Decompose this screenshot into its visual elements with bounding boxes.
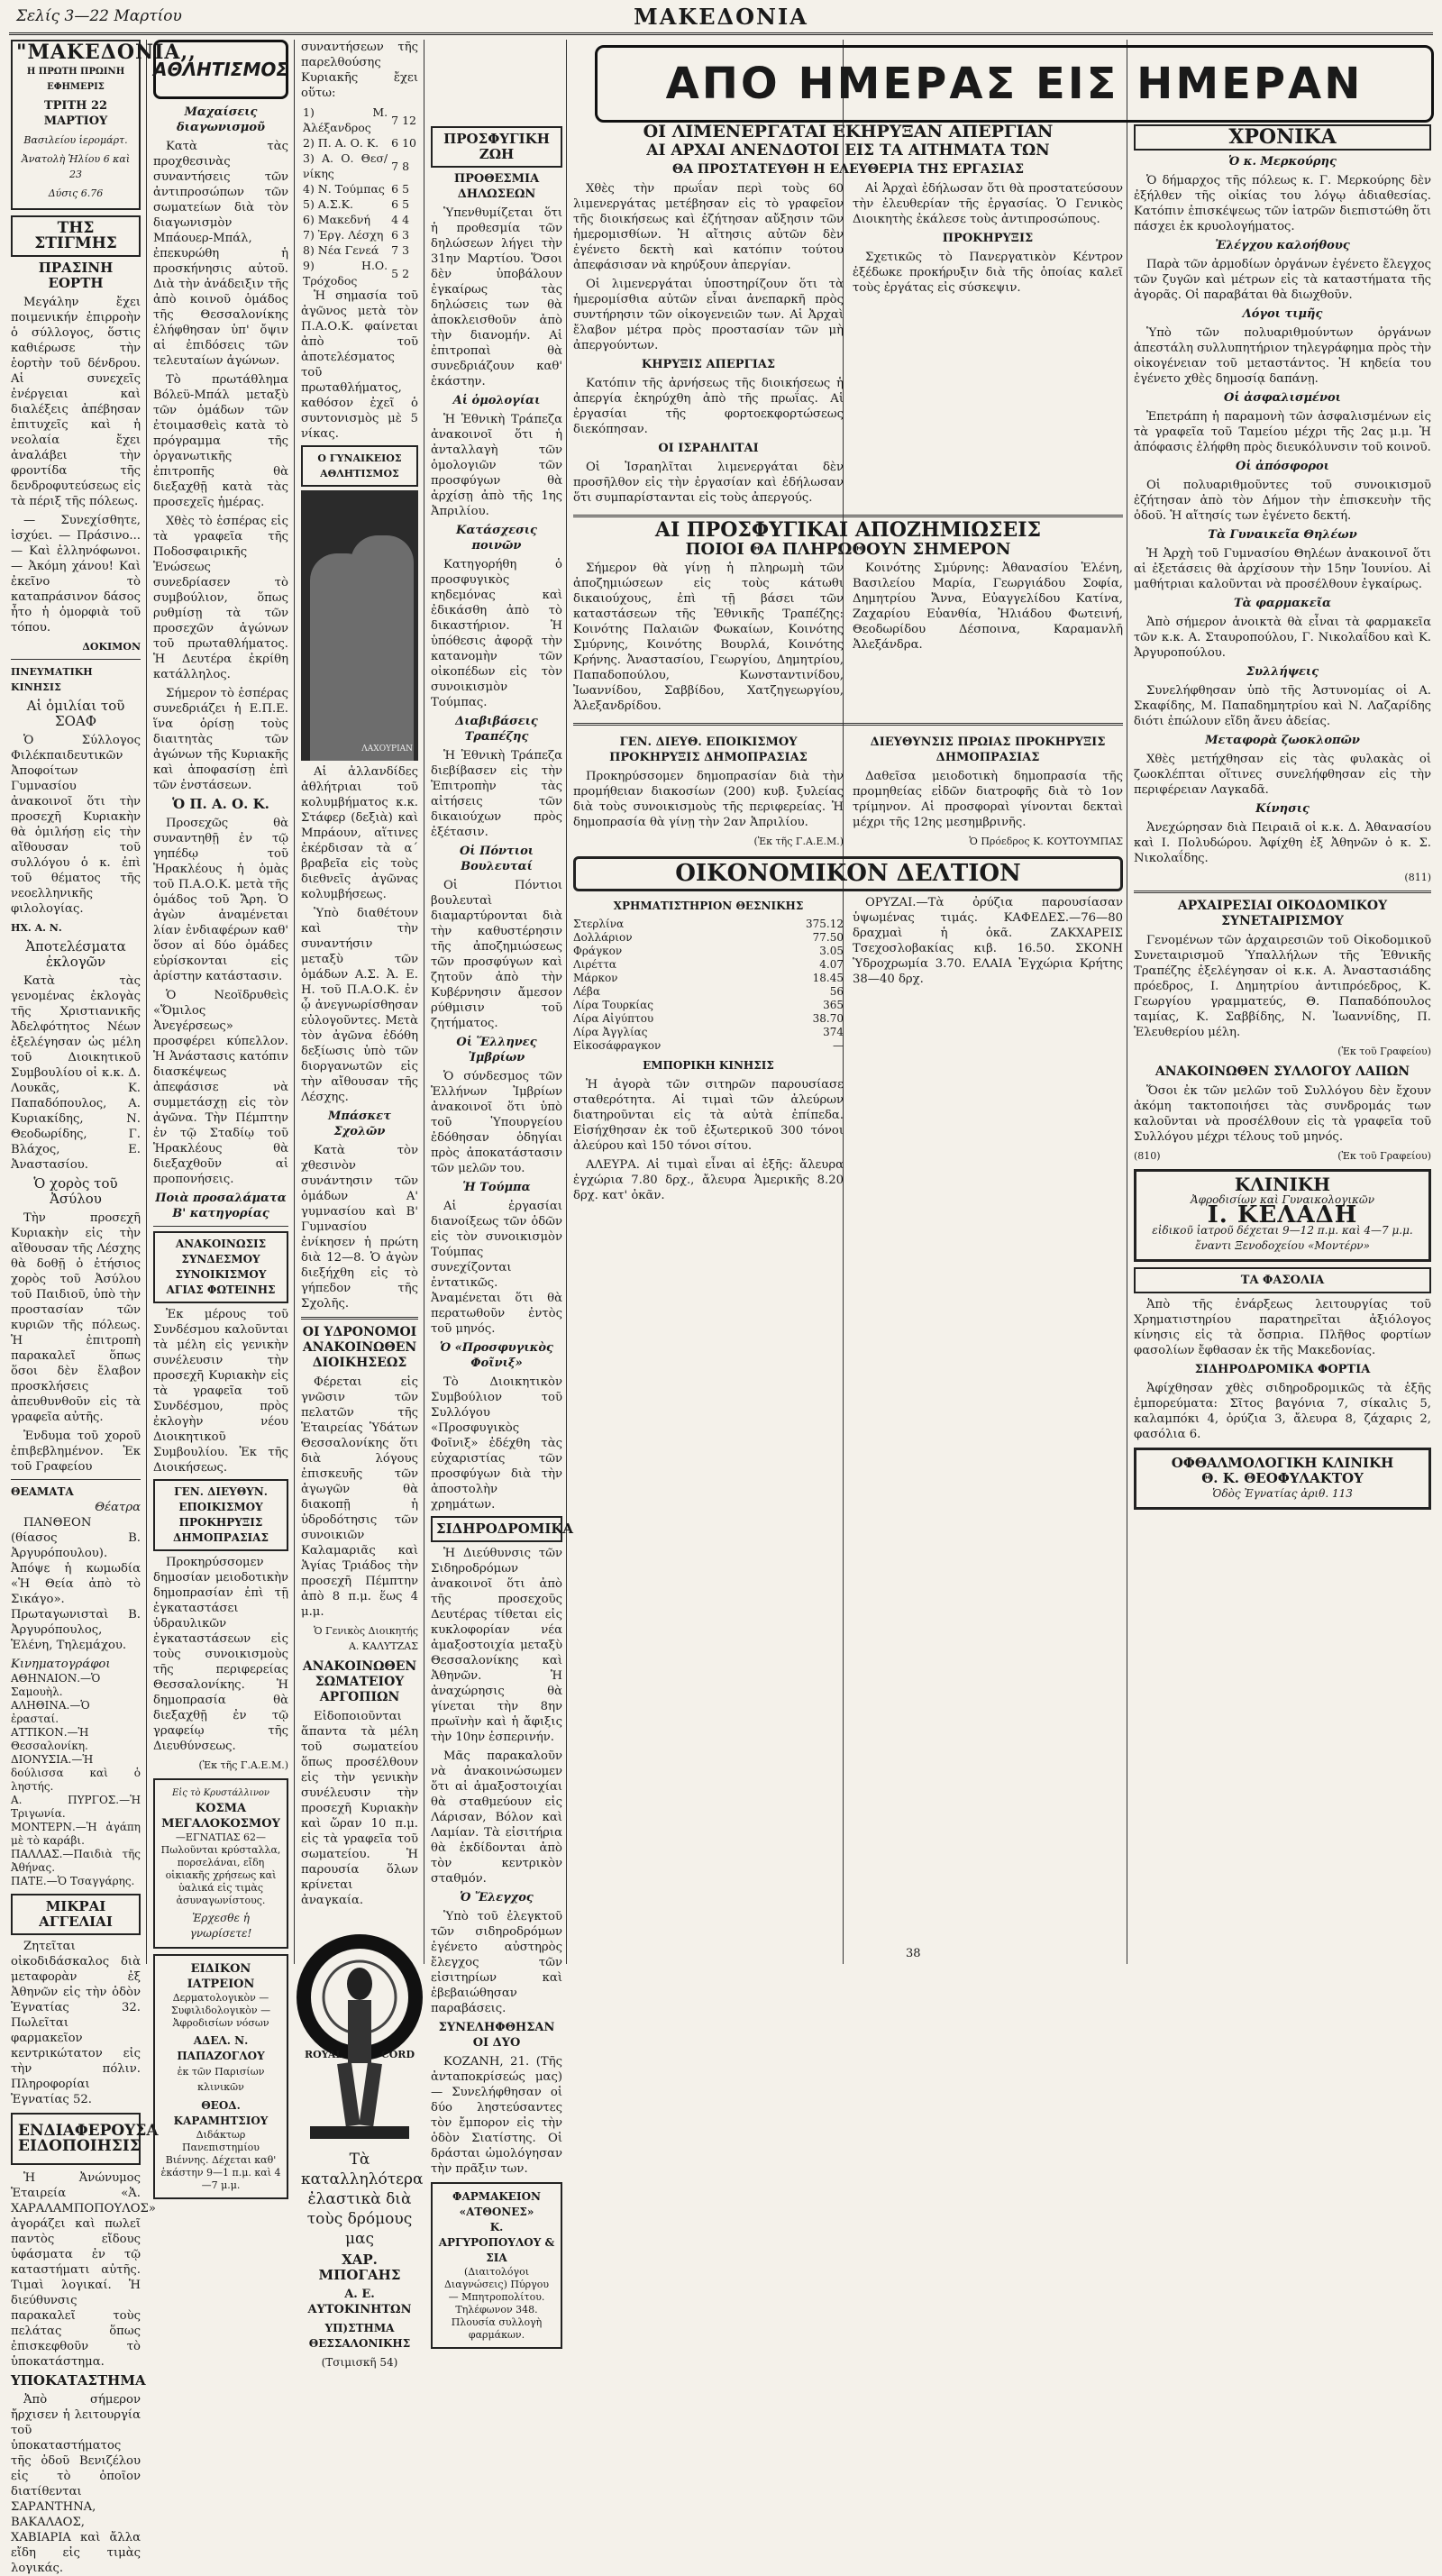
archaeology-title: ΑΡΧΑΙΡΕΣΙΑΙ ΟΙΚΟΔΟΜΙΚΟΥ ΣΥΝΕΤΑΙΡΙΣΜΟΥ	[1177, 899, 1388, 928]
section-small-ads: ΜΙΚΡΑΙ ΑΓΓΕΛΙΑΙ	[11, 1894, 141, 1935]
tyre-address-2: (Τσιμισκῆ 54)	[321, 2356, 398, 2369]
article-text: Κατὰ τὰς γενομένας ἐκλογὰς τῆς Χριστιανικῆς Ἀδελφότητος Νέων ἐξελέγησαν ὡς μέλη τοῦ Διοικητικοῦ Συμβουλίου οἱ κ.κ. Δ. Λουκᾶς, Κ. Παπαδόπουλος, Α. Κυριακίδης, Ν. Θεοδωρίδης, Γ. Βλάχος, Ε. Ἀναστασίου.	[11, 974, 141, 1172]
pharmacy-ad	[431, 2182, 562, 2349]
eye-clinic-title: ΟΦΘΑΛΜΟΛΟΓΙΚΗ ΚΛΙΝΙΚΗ	[1171, 1455, 1394, 1471]
subheading: ΥΠΟΚΑΤΑΣΤΗΜΑ	[11, 2372, 146, 2389]
article-title: Ὁ κ. Μερκούρης	[1228, 155, 1337, 169]
article-title: Οἱ ἀπόσφοροι	[1236, 460, 1329, 473]
article-text: Μᾶς παρακαλοῦν νὰ ἀνακοινώσωμεν ὅτι αἱ ἁμαξοστοιχίαι θὰ σταθμεύουν εἰς Λάρισαν, Βόλον καὶ Λαμίαν. Τὰ εἰσιτήρια θὰ ἐκδίδονται ἀπὸ τὸν κεντρικὸν σταθμόν.	[431, 1749, 562, 1886]
main-banner	[595, 45, 1434, 123]
clinic-doctor: Ι. ΚΕΛΑΔΗ	[1207, 1201, 1358, 1229]
headline: ΟΙ ΛΙΜΕΝΕΡΓΑΤΑΙ ΕΚΗΡΥΞΑΝ ΑΠΕΡΓΙΑΝ	[643, 122, 1054, 142]
beans-title: ΤΑ ΦΑΣΟΛΙΑ	[1134, 1267, 1431, 1293]
crystal-ad	[153, 1778, 288, 1949]
subheading: Θέατρα	[95, 1501, 141, 1514]
article-text: Ἐπετράπη ἡ παραμονὴ τῶν ἀσφαλισμένων εἰς τὰ γραφεῖα τοῦ Ταμείου μέχρι τῆς 2ας μ.μ. Ἡ ἀπόφασις ἐλήφθη πρὸς διευκόλυνσιν τοῦ κοινοῦ.	[1134, 410, 1431, 454]
article-text: Δαθεῖσα μειοδοτικὴ δημοπρασία τῆς προμηθείας εἰδῶν διατροφῆς διὰ τὸ 1ον τρίμηνον. Αἱ προσφοραὶ γίνονται δεκταὶ μέχρι τῆς 12ης μεσημβρινῆς.	[853, 770, 1123, 829]
team: 4) Ν. Τούμπας	[303, 182, 385, 196]
ad-text: —ΕΓΝΑΤΙΑΣ 62— Πωλοῦνται κρύσταλλα, πορσελάναι, εἴδη οἰκιακῆς χρήσεως καὶ ὑαλικά εἰς τιμὰς ἀσυναγωνίστους.	[160, 1832, 281, 1906]
source-note: (Ἐκ τοῦ Γραφείου)	[1337, 1046, 1431, 1057]
article-text: Οἱ πολυαριθμοῦντες τοῦ συνοικισμοῦ ἐζήτησαν ἀπὸ τὸν Δήμον τὴν ἐπισκευὴν τῆς ὁδοῦ. Ἡ αἴτησίς των ἐγένετο δεκτή.	[1134, 479, 1431, 523]
team: 6) Μακεδνή	[303, 213, 370, 226]
rate: 374	[823, 1026, 844, 1038]
section-moment: ΤΗΣ ΣΤΙΓΜΗΣ	[11, 215, 141, 257]
article-title: Οἱ Ἕλληνες Ἰμβρίων	[456, 1036, 537, 1064]
eye-clinic-ad	[1134, 1448, 1431, 1510]
rate: 56	[829, 985, 844, 998]
article-title: ΠΡΟΚΗΡΥΞΙΣ	[942, 232, 1034, 245]
article-text: Ἡ σημασία τοῦ ἀγῶνος μετὰ τὸν Π.Α.Ο.Κ. φαίνεται ἀπὸ τοῦ ἀποτελέσματος τοῦ πρωταθλήματος, καθόσον ἐχεῖ ὁ συντονισμὸς μὲ 5 νίκας.	[301, 289, 418, 441]
rate: —	[833, 1039, 844, 1052]
section-heading: ΠΝΕΥΜΑΤΙΚΗ ΚΙΝΗΣΙΣ	[11, 666, 93, 693]
chronicle-title: ΧΡΟΝΙΚΑ	[1134, 124, 1431, 151]
points: 5	[402, 197, 410, 211]
played: 5	[391, 266, 399, 280]
masthead-subtitle: Η ΠΡΩΤΗ ΠΡΩΙΝΗ ΕΦΗΜΕΡΙΣ	[26, 67, 125, 92]
points: 12	[402, 113, 416, 127]
points: 8	[402, 159, 410, 173]
points: 3	[402, 228, 410, 242]
economy-banner: ΟΙΚΟΝΟΜΙΚΟΝ ΔΕΛΤΙΟΝ	[573, 856, 1123, 891]
team: 7) Ἐργ. Λέσχη	[303, 228, 384, 242]
clinic-subtitle: Ἀφροδισίων καὶ Γυναικολογικῶν	[1190, 1193, 1375, 1206]
athletics-title: ΑΘΛΗΤΙΣΜΟΣ	[153, 58, 289, 80]
table-row	[301, 242, 418, 258]
list-item: Α. ΠΥΡΓΟΣ.—Ἡ Τριγωνία.	[11, 1794, 141, 1820]
table-row	[301, 151, 418, 181]
ad-title: ΕΙΔΙΚΟΝ ΙΑΤΡΕΙΟΝ	[187, 1962, 255, 1991]
article-title: Ποιὰ προσαλάματα Β' κατηγορίας	[155, 1192, 287, 1220]
subheading: Κινηματογράφοι	[11, 1658, 111, 1671]
played: 4	[391, 213, 399, 226]
article-title: ΟΙ ΙΣΡΑΗΛΙΤΑΙ	[658, 442, 759, 455]
article-text: Ὅσοι ἐκ τῶν μελῶν τοῦ Συλλόγου δὲν ἔχουν ἀκόμη τακτοποιήσει τὰς συνδρομάς των καλοῦνται νὰ προσέλθουν εἰς τὰ γραφεῖα τοῦ Συλλόγου μέχρι τέλους τοῦ μηνός.	[1134, 1084, 1431, 1144]
issue-day: ΤΡΙΤΗ 22 ΜΑΡΤΙΟΥ	[43, 99, 108, 128]
article-text: Ὁ σύνδεσμος τῶν Ἑλλήνων Ἰμβρίων ἀνακοινοῖ ὅτι ὑπὸ τοῦ Ὑπουργείου ἐδόθησαν ὁδηγίαι πρὸς ἀποκατάστασιν τῶν μελῶν του.	[431, 1070, 562, 1175]
article-text: ΠΑΝΘΕΟΝ (θίασος Β. Ἀργυρόπουλου). Ἀπόψε ἡ κωμωδία «Ἡ Θεία ἀπὸ τὸ Σικάγο». Πρωταγωνισταὶ Β. Ἀργυρόπουλος, Ἑλένη, Τηλεμάχου.	[11, 1516, 141, 1652]
points: 2	[402, 266, 410, 280]
article-text: Χθὲς μετήχθησαν εἰς τὰς φυλακὰς οἱ ζωοκλέπται οἵτινες συνελήφθησαν εἰς τὴν περιφέρειαν Λαγκαδᾶ.	[1134, 753, 1431, 797]
eye-clinic-doctor: Θ. Κ. ΘΕΟΦΥΛΑΚΤΟΥ	[1201, 1470, 1364, 1486]
article-text: Γενομένων τῶν ἀρχαιρεσιῶν τοῦ Οἰκοδομικοῦ Συνεταιρισμοῦ Ὑπαλλήλων τῆς Ἐθνικῆς Τραπέζης ἐξελέγησαν οἱ κ.κ. Α. Ἀναστασιάδης πρόεδρος, Ι. Δημητρίου ἀντιπρόεδρος, Κ. Γεωργίου γραμματεύς, Θ. Παπαδόπουλος ταμίας, Κ. Σαββίδης, Ν. Ἰωαννίδης, Π. Ἐλευθερίου μέλη.	[1134, 934, 1431, 1039]
tyre-brand-right: CORD	[380, 2049, 415, 2060]
masthead-title: "ΜΑΚΕΔΟΝΙΑ,,	[16, 41, 196, 64]
saint-of-day: Βασιλείου ἱερομάρτ.	[23, 134, 128, 146]
article-text: Μεγάλην ἔχει ποιμενικήν ἐπιρροὴν ὁ σύλλογος, ὅστις καθιέρωσε τὴν ἑορτὴν τοῦ δένδρου. Αἱ συνεχεῖς ἐνέργειαι καὶ διαλέξεις ἀπέβησαν ἐπιτυχεῖς καὶ ἡ νεολαία ἔχει ἀναλάβει τὴν φροντίδα τῆς δενδροφυτεύσεως εἰς τὰ πέριξ τῆς πόλεως.	[11, 296, 141, 508]
list-item: ΑΛΗΘΙΝΑ.—Ὁ ἐρασταί.	[11, 1699, 90, 1725]
rate: 18.45	[812, 972, 844, 984]
article-title: Κατάσχεσις ποινῶν	[456, 524, 537, 553]
ad-text: (Διαιτολόγοι Διαγνώσεις) Πύργου — Μπητροπολίτου. Τηλέφωνον 348. Πλουσία συλλογὴ φαρμάκων.	[443, 2266, 549, 2341]
doctors-ad	[153, 1954, 288, 2199]
list-item: ΠΑΛΛΑΣ.—Παιδιὰ τῆς Ἀθήνας.	[11, 1848, 141, 1874]
article-text: Ἀφίχθησαν χθὲς σιδηροδρομικῶς τὰ ἑξῆς ἐμπορεύματα: Σῖτος βαγόνια 7, σίκαλις 5, καλαμπόκι 4, ὀρύζια 3, ἄλευρα 8, ζάχαρις 2, φασόλια 6.	[1134, 1382, 1431, 1441]
article-title: Ὁ «Προσφυγικὸς Φοῖνιξ»	[440, 1341, 553, 1370]
article-text: Ἐνδυμα τοῦ χοροῦ ἐπιβεβλημένον. Ἐκ τοῦ Γραφείου	[11, 1430, 141, 1474]
headline: ΑΙ ΠΡΟΣΦΥΓΙΚΑΙ ΑΠΟΖΗΜΙΩΣΕΙΣ	[654, 518, 1042, 542]
column-1	[11, 40, 196, 2575]
article-text: Ἐκ μέρους τοῦ Συνδέσμου καλοῦνται τὰ μέλη εἰς γενικὴν συνέλευσιν τὴν προσεχῆ Κυριακὴν εἰς τὰ γραφεῖα τοῦ Συνδέσμου, πρὸς ἐκλογὴν νέου Διοικητικοῦ Συμβουλίου. Ἐκ τῆς Διοικήσεως.	[153, 1308, 288, 1475]
rail-stock-title: ΣΙΔΗΡΟΔΡΟΜΙΚΑ ΦΟΡΤΙΑ	[1194, 1363, 1371, 1376]
article-column	[573, 181, 844, 509]
article-title: Ἀποτελέσματα ἐκλογῶν	[25, 938, 126, 970]
article-title: ΕΜΠΟΡΙΚΗ ΚΙΝΗΣΙΣ	[643, 1059, 774, 1072]
notice-number: (810)	[1134, 1150, 1161, 1162]
list-item	[573, 1039, 844, 1053]
article-column	[853, 181, 1123, 509]
article-title: Τὰ Γυναικεῖα Θηλέων	[1208, 528, 1357, 542]
table-row	[301, 258, 418, 288]
article-text: Ἀνεχώρησαν διὰ Πειραιᾶ οἱ κ.κ. Δ. Ἀθανασίου καὶ Ι. Πολυδώρου. Ἀφίχθη ἐξ Ἀθηνῶν ὁ κ. Σ. Νικολαΐδης.	[1134, 821, 1431, 865]
tender-title: ΓΕΝ. ΔΙΕΥΘΥΝ. ΕΠΟΙΚΙΣΜΟΥ ΠΡΟΚΗΡΥΞΙΣ ΔΗΜΟΠΡΑΣΙΑΣ	[153, 1479, 288, 1551]
article-title: Ὁ χορὸς τοῦ Ἀσύλου	[33, 1175, 118, 1207]
notice-title: ΑΝΑΚΟΙΝΩΘΕΝ ΣΥΛΛΟΓΟΥ ΛΑΙΙΩΝ	[1155, 1064, 1410, 1079]
tender-box	[573, 731, 844, 849]
currency: Φράγκον	[573, 945, 623, 957]
article-title: ΣΥΝΕΛΗΦΘΗΣΑΝ ΟΙ ΔΥΟ	[438, 2021, 555, 2050]
article-text: Προκηρύσσομεν δημοπρασίαν διὰ τὴν προμήθειαν διακοσίων (200) κυβ. ξυλείας διὰ τοὺς συνοικισμοὺς τῆς περιφερείας. Ἡ δημοπρασία θὰ γίνῃ τὴν 2αν Ἀπριλίου.	[573, 770, 844, 829]
points: 4	[402, 213, 410, 226]
ad-text: Διδάκτωρ Πανεπιστημίου Βιέννης. Δέχεται καθ' ἑκάστην 9—1 π.μ. καὶ 4—7 μ.μ.	[160, 2129, 281, 2191]
article-text: Τὴν προσεχῆ Κυριακὴν εἰς τὴν αἴθουσαν τῆς Λέσχης θὰ δοθῇ ὁ ἐτήσιος χορὸς τοῦ Ἀσύλου τοῦ Παιδιοῦ, ὑπὸ τὴν προστασίαν τῶν κυριῶν τῆς πόλεως. Ἡ ἐπιτροπὴ παρακαλεῖ ὅπως ὅσοι δὲν ἔλαβον προσκλήσεις ἀπευθυνθοῦν εἰς τὰ γραφεῖα αὐτῆς.	[11, 1211, 141, 1424]
article-text: Ἡ Διεύθυνσις τῶν Σιδηροδρόμων ἀνακοινοῖ ὅτι ἀπὸ τῆς προσεχοῦς Δευτέρας τίθεται εἰς κυκλοφορίαν νέα ἁμαξοστοιχία μεταξὺ Θεσσαλονίκης καὶ Ἀθηνῶν. Ἡ ἀναχώρησις θὰ γίνεται τὴν 8ην πρωϊνὴν καὶ ἡ ἄφιξις τὴν 10ην ἑσπερινήν.	[431, 1547, 562, 1744]
tyre-brand-left: ROYAL	[305, 2049, 343, 2060]
article-text: Ἡ Ἀρχὴ τοῦ Γυμνασίου Θηλέων ἀνακοινοῖ ὅτι αἱ ἐξετάσεις θὰ ἀρχίσουν τὴν 15ην Ἰουνίου. Αἱ μαθήτριαι καλοῦνται νὰ προσέλθουν ἐγκαίρως.	[1134, 547, 1431, 591]
article-title: Μεταφορὰ ζωοκλοπῶν	[1205, 734, 1360, 747]
article-title: Κίνησις	[1255, 802, 1310, 816]
notice-footer	[1134, 1148, 1431, 1164]
list-item: ΠΑΤΕ.—Ὁ Τσαγγάρης.	[11, 1875, 135, 1887]
list-item	[573, 1026, 844, 1039]
divider	[11, 659, 141, 660]
column-4	[431, 40, 574, 2341]
column-rule	[566, 40, 567, 1964]
article-text: Ἀπὸ σήμερον ἤρχισεν ἡ λειτουργία τοῦ ὑποκαταστήματος τῆς ὁδοῦ Βενιζέλου εἰς τὸ ὁποῖον διατίθενται ΣΑΡΑΝΤΗΝΑ, ΒΑΚΑΛΑΟΣ, ΧΑΒΙΑΡΙΑ καὶ ἄλλα εἴδη εἰς τιμὰς λογικάς.	[11, 2393, 141, 2575]
two-column-article	[573, 561, 1123, 717]
article-text: Ὑπὸ τοῦ ἐλεγκτοῦ τῶν σιδηροδρόμων ἐγένετο αὐστηρὸς ἔλεγχος τῶν εἰσιτηρίων καὶ ἐβεβαιώθησαν παραβάσεις.	[431, 1910, 562, 2015]
swimmers-photo	[301, 490, 418, 761]
table-row	[301, 227, 418, 242]
section-heading: ΘΕΑΜΑΤΑ	[11, 1485, 74, 1498]
tender-box	[853, 731, 1123, 849]
table-row	[301, 196, 418, 212]
atlas-tyre-icon	[301, 1912, 418, 2146]
article-text: Κατὰ τὰς προχθεσινὰς συναντήσεις τῶν ἀντιπροσώπων τῶν σωματείων διὰ τὸν διαγωνισμὸν Μπάουερ-Μπάλ, ἐπεκυρώθη ἡ προσκήνησις αὐτοῦ. Διὰ τὴν ἀνάδειξιν τῆς ἀπὸ κοινοῦ ὁμάδος τῆς Θεσσαλονίκης ἐλήφθησαν ὑπ' ὄψιν αἱ ἐπιδόσεις τῶν τελευταίων ἀγώνων.	[153, 140, 288, 368]
team: 2) Π. Α. Ο. Κ.	[303, 136, 379, 150]
article-text: Ὑπὸ διαθέτουν καὶ τὴν συναντήσιν μεταξὺ τῶν ὁμάδων Α.Σ. Ἀ. Ε. Η. τοῦ Π.Α.Ο.Κ. ἐν ᾧ ἀνεγνωρίσθησαν εὐλογοῦντες. Μετὰ τὸν ἀγῶνα ἐδόθη δεξίωσις ὑπὸ τῶν διοργανωτῶν εἰς τὴν αἴθουσαν τῆς Λέσχης.	[301, 907, 418, 1104]
list-item	[573, 985, 844, 999]
divider	[11, 1479, 141, 1480]
article-text: Προσεχῶς θὰ συναντηθῇ ἐν τῷ γηπέδῳ τοῦ Ἡρακλέους ἡ ὁμὰς τοῦ Π.Α.Ο.Κ. μετὰ τῆς ὁμάδος τοῦ Ἄρη. Ὁ ἀγὼν ἀναμένεται λίαν ἐνδιαφέρων καθ' ὅσον αἱ δύο ὁμάδες εὑρίσκονται εἰς ἀρίστην κατάστασιν.	[153, 817, 288, 983]
tender-title: ΓΕΝ. ΔΙΕΥΘ. ΕΠΟΙΚΙΣΜΟΥ ΠΡΟΚΗΡΥΞΙΣ ΔΗΜΟΠΡΑΣΙΑΣ	[609, 735, 808, 764]
list-item: ΑΘΗΝΑΙΟΝ.—Ὁ Σαμουὴλ.	[11, 1672, 101, 1698]
newspaper-name: ΜΑΚΕΔΟΝΙΑ	[634, 4, 808, 30]
sunset: Δύσις 6.76	[48, 187, 104, 199]
article-title: ΚΗΡΥΞΙΣ ΑΠΕΡΓΙΑΣ	[641, 358, 776, 371]
article-text: Σχετικῶς τὸ Πανεργατικὸν Κέντρον ἐξέδωκε προκήρυξιν διὰ τῆς ὁποίας καλεῖ τοὺς ἐργάτας εἰς σύσκεψιν.	[853, 251, 1123, 295]
refugee-section: ΠΡΟΣΦΥΓΙΚΗ ΖΩΗ	[431, 126, 562, 168]
article-text: Προκηρύσσομεν δημοσίαν μειοδοτικὴν δημοπρασίαν ἐπὶ τῇ ἐγκαταστάσει ὑδραυλικῶν ἐγκαταστάσεων εἰς τοὺς συνοικισμοὺς τῆς περιφερείας Θεσσαλονίκης. Ἡ δημοπρασία θὰ διεξαχθῇ ἐν τῷ γραφείῳ τῆς Διευθύνσεως.	[153, 1556, 288, 1753]
currency: Μάρκον	[573, 972, 618, 984]
article-text: Ὁ δήμαρχος τῆς πόλεως κ. Γ. Μερκούρης δὲν ἐξήλθεν τῆς οἰκίας του λόγῳ ἀδιαθεσίας. Κατόπιν ἐπισκέψεως τῶν ἰατρῶν διεπιστώθη ὅτι πάσχει ἐκ κρυολογήματος.	[1134, 174, 1431, 233]
signature: Ὁ Γενικὸς Διοικητής Α. ΚΑΛΥΤΖΑΣ	[314, 1625, 418, 1652]
article-text: Οἱ Ἰσραηλῖται λιμενεργάται δὲν προσῆλθον εἰς τὴν ἐργασίαν καὶ ἐδήλωσαν ὅτι συμπαρίστανται εἰς τοὺς ἀπεργούς.	[573, 461, 844, 505]
points: 5	[402, 182, 410, 196]
column-2	[153, 40, 289, 2191]
divider	[573, 515, 1123, 517]
tyre-dealer: ΧΑΡ. ΜΠΟΓΑΗΣ	[318, 2252, 401, 2283]
ad-small: Εἰς τὸ Κρυστάλλινον	[171, 1788, 270, 1798]
clinic-ad	[1134, 1169, 1431, 1262]
two-column-article	[573, 181, 1123, 509]
divider	[153, 1226, 288, 1227]
played: 6	[391, 182, 399, 196]
notices-box	[11, 2113, 159, 2165]
clinic-title: ΚΛΙΝΙΚΗ	[1234, 1174, 1331, 1195]
list-item: ΔΙΟΝΥΣΙΑ.—Ἡ δούλισσα καὶ ὁ ληστής.	[11, 1753, 141, 1793]
article-title: Τὰ φαρμακεῖα	[1233, 597, 1332, 610]
notice-number: (811)	[1404, 872, 1431, 883]
article-title: Οἱ ἀσφαλισμένοι	[1224, 391, 1341, 405]
doctor-name: ΑΔΕΛ. Ν. ΠΑΠΑΖΟΓΛΟΥ	[177, 2034, 265, 2062]
article-text: Φέρεται εἰς γνῶσιν τῶν πελατῶν τῆς Ἑταιρείας Ὑδάτων Θεσσαλονίκης ὅτι διὰ λόγους ἐπισκευῆς τῶν ἀγωγῶν θὰ διακοπῇ ἡ ὑδροδότησις τῶν συνοικιῶν Καλαμαριᾶς καὶ Ἁγίας Τριάδος τὴν προσεχῆ Πέμπτην ἀπὸ 8 π.μ. ἕως 4 μ.μ.	[301, 1375, 418, 1619]
article-text: Αἱ Ἀρχαὶ ἐδήλωσαν ὅτι θὰ προστατεύσουν τὴν ἐλευθερίαν τῆς ἐργασίας. Ὁ Γενικὸς Διοικητὴς ἐκάλεσε τοὺς ἀντιπροσώπους.	[853, 182, 1123, 226]
article-text: Σήμερον θὰ γίνῃ ἡ πληρωμὴ τῶν ἀποζημιώσεων εἰς τοὺς κάτωθι δικαιούχους, ἐπὶ τῇ βάσει τῶν καταστάσεων τῆς Ἐθνικῆς Τραπέζης: Κοινότης Παλαιῶν Φωκαίων, Κοινότης Σμύρνης, Κοινότης Βουρλά, Κοινότης Κρήνης. Ἀναστασίου, Γεωργίου, Δημητρίου, Παπαδοπούλου, Κωνσταντινίδου, Ἰωαννίδου, Σαββίδου, Χατζηγεωργίου, Ἀλεξανδρίδου.	[573, 562, 844, 713]
article-text: Ἡ Ἀνώνυμος Ἑταιρεία «Ἀ. ΧΑΡΑΛΑΜΠΟΠΟΥΛΟΣ» ἀγοράζει καὶ πωλεῖ παντὸς εἴδους ὑφάσματα ἐν τῷ καταστήματι αὐτῆς. Τιμαὶ λογικαί. Ἡ διεύθυνσις παρακαλεῖ τοὺς πελάτας ὅπως ἐπισκεφθοῦν τὸ ὑποκατάστημα.	[11, 2171, 156, 2369]
played: 7	[391, 113, 399, 127]
article-text: Αἱ ἐργασίαι διανοίξεως τῶν ὁδῶν εἰς τὸν συνοικισμὸν Τούμπας συνεχίζονται ἐντατικῶς. Ἀναμένεται ὅτι θὰ περατωθοῦν ἐντὸς τοῦ μηνός.	[431, 1200, 562, 1336]
list-item	[573, 972, 844, 985]
article-title: Συλλήψεις	[1246, 665, 1319, 679]
article-title: Διαβιβάσεις Τραπέζης	[455, 715, 538, 744]
headline-sub: ΠΟΙΟΙ ΘΑ ΠΛΗΡΩΘΟΥΝ ΣΗΜΕΡΟΝ	[685, 540, 1011, 559]
article-title: ΠΡΟΘΕΣΜΙΑ ΔΗΛΩΣΕΩΝ	[453, 172, 540, 201]
list-item	[573, 999, 844, 1012]
article-title: ΠΡΑΣΙΝΗ ΕΟΡΤΗ	[38, 260, 114, 291]
currency: Λιρέττα	[573, 958, 617, 971]
article-title: Ἡ Τούμπα	[462, 1181, 531, 1194]
currency: Λίρα Ἀγγλίας	[573, 1026, 648, 1038]
article-text: Οἱ λιμενεργάται ὑποστηρίζουν ὅτι τὰ ἡμερομίσθια αὐτῶν εἶναι ἀνεπαρκῆ πρὸς συντήρησιν τῶν οἰκογενειῶν των. Αἱ Ἀρχαὶ ἔλαβον μέτρα πρὸς προστασίαν τῶν μὴ ἀπεργούντων.	[573, 278, 844, 352]
article-text: Αἱ ἀλλανδίδες ἀθλήτριαι τοῦ κολυμβήματος κ.κ. Στάφερ (δεξιὰ) καὶ Μπράουν, αἵτινες ἐκέρδισαν τὰ α΄ βραβεῖα εἰς τοὺς διεθνεῖς ἀγῶνας κολυμβήσεως.	[301, 765, 418, 901]
article-text: συναντήσεων τῆς παρελθούσης Κυριακῆς ἔχει οὕτω:	[301, 41, 418, 100]
page-number: 38	[906, 1947, 921, 1960]
ad-text: ἐκ τῶν Παρισίων κλινικῶν	[177, 2066, 265, 2093]
rate: 4.07	[819, 958, 844, 971]
divider	[301, 1317, 418, 1320]
tyre-ad-illustration	[301, 1912, 418, 2146]
article-text: Ὑπενθυμίζεται ὅτι ἡ προθεσμία τῶν δηλώσεων λήγει τὴν 31ην Μαρτίου. Ὅσοι δὲν ὑποβάλουν ἐγκαίρως τὰς δηλώσεις των θὰ ἀποκλεισθοῦν ἀπὸ τὴν διανομήν. Αἱ ἐπιτροπαὶ θὰ συνεδριάζουν καθ' ἑκάστην.	[431, 206, 562, 388]
team: 3) Α. Ο. Θεσ/νίκης	[303, 151, 388, 180]
eye-clinic-address: Ὁδὸς Ἐγνατίας ἀριθ. 113	[1212, 1487, 1353, 1500]
column-rule	[146, 40, 147, 1964]
clinic-address: ἔναντι Ξενοδοχείου «Μοντέρν»	[1195, 1239, 1370, 1252]
article-text: Ὑπὸ τῶν πολυαριθμούντων ὀργάνων ἀπεστάλη συλλυπητήριον τηλεγράφημα πρὸς τὴν οἰκογένειαν τοῦ μεταστάντος. Ἡ κηδεία του ἐγένετο χθὲς δημοσίᾳ δαπάνῃ.	[1134, 326, 1431, 386]
currency: Στερλίνα	[573, 918, 625, 930]
rate: 38.70	[812, 1012, 844, 1025]
article-title: Αἱ ὁμιλίαι τοῦ ΣΟΑΦ	[26, 698, 125, 729]
ad-text: Δερματολογικὸν — Συφιλιδολογικὸν — Ἀφροδισίων νόσων	[170, 1992, 271, 2029]
article-text: Κοινότης Σμύρνης: Ἀθανασίου Ἑλένη, Βασιλείου Μαρία, Γεωργιάδου Σοφία, Δημητρίου Ἄννα, Εὐαγγελίδου Κατίνα, Ζαχαρίου Εὐανθία, Ἠλιάδου Φωτεινή, Θεοδωρίδου Δέσποινα, Καραμανλῆ Ἀλεξάνδρα.	[853, 562, 1123, 652]
currency: Δολλάριον	[573, 931, 633, 944]
porters-title: ΑΝΑΚΟΙΝΩΘΕΝ ΣΩΜΑΤΕΙΟΥ ΑΡΓΟΠΙΩΝ	[302, 1659, 417, 1704]
cinema-list	[11, 1672, 141, 1888]
center-columns	[573, 121, 1123, 1964]
article-text: Τὸ Διοικητικὸν Συμβούλιον τοῦ Συλλόγου «Προσφυγικὸς Φοῖνιξ» ἐδέχθη τὰς εὐχαριστίας τῶν προσφύγων διὰ τὴν ἀποστολὴν χρημάτων.	[431, 1375, 562, 1512]
divider	[1134, 891, 1431, 893]
exchange-column	[573, 895, 844, 1207]
article-text: Ζητεῖται οἰκοδιδάσκαλος διὰ μεταφορὰν ἐξ Ἀθηνῶν εἰς τὴν ὁδὸν Ἐγνατίας 32. Πωλεῖται φαρμακεῖον κεντρικώτατον εἰς τὴν πόλιν. Πληροφορίαι Ἐγνατίας 52.	[11, 1940, 141, 2106]
rate: 3.05	[819, 945, 844, 957]
points: 3	[402, 243, 410, 257]
economy-columns	[573, 895, 1123, 1207]
currency: Λίρα Αἰγύπτου	[573, 1012, 654, 1025]
article-text: Ἀπὸ σήμερον ἀνοικτὰ θὰ εἶναι τὰ φαρμακεῖα τῶν κ.κ. Α. Σταυροπούλου, Γ. Νικολαΐδου καὶ Κ. Ἀργυροπούλου.	[1134, 616, 1431, 660]
signature: Ὁ Πρόεδρος Κ. ΚΟΥΤΟΥΜΠΑΣ	[969, 836, 1123, 847]
railways-section: ΣΙΔΗΡΟΔΡΟΜΙΚΑ	[431, 1516, 562, 1542]
article-text: ΟΡΥΖΑΙ.—Τὰ ὀρύζια παρουσίασαν ὑψωμένας τιμάς. ΚΑΦΕΔΕΣ.—76—80 δραχμαὶ ἡ ὀκᾶ. ΖΑΚΧΑΡΕΙΣ Τσεχοσλοβακίας κιβ. 16.50. ΣΚΟΝΗ Ὑδροχρωμία 3.70. ΕΛΑΙΑ Ἐγχώρια Κρήτης 38—40 δρχ.	[853, 896, 1123, 986]
article-text: Σήμερον τὸ ἑσπέρας συνεδριάζει ἡ Ε.Π.Ε. ἵνα ὁρίσῃ τοὺς διαιτητὰς τῶν ἀγώνων τῆς Κυριακῆς καὶ ἀποφασίσῃ ἐπὶ τῶν ἐνστάσεων.	[153, 687, 288, 792]
column-3	[301, 40, 424, 2369]
article-title: Ἐλέγχου καλοήθους	[1215, 239, 1350, 252]
currency: Εἰκοσάφραγκον	[573, 1039, 662, 1052]
list-item: ΑΤΤΙΚΟΝ.—Ἡ Θεσσαλονίκη.	[11, 1726, 89, 1752]
ad-slogan: Ἐρχεσθε ἡ γνωρίσετε!	[189, 1912, 252, 1940]
exchange-list	[573, 918, 844, 1053]
headline-sub-2: ΘΑ ΠΡΟΣΤΑΤΕΥΘΗ Η ΕΛΕΥΘΕΡΙΑ ΤΗΣ ΕΡΓΑΣΙΑΣ	[671, 162, 1025, 177]
article-title: Οἱ Πόντιοι Βουλευταί	[459, 845, 534, 873]
article-text: Ἀπὸ τῆς ἐνάρξεως λειτουργίας τοῦ Χρηματιστηρίου παρατηρεῖται ἀξιόλογος κίνησις εἰς τὰ ὄσπρια. Πλῆθος φορτίων φασολίων ἔφθασαν ἐκ τῆς Μακεδονίας.	[1134, 1298, 1431, 1357]
article-title: Μαχαίσεις διαγωνισμοῦ	[176, 105, 266, 134]
doctor-name: ΘΕΟΔ. ΚΑΡΑΜΗΤΣΙΟΥ	[173, 2099, 269, 2127]
athletics-banner	[153, 40, 288, 99]
masthead-box	[11, 40, 196, 210]
article-text: Ὁ Νεοϊδρυθεὶς «Ὅμιλος Ἀνεγέρσεως» προσφέρει κύπελλον. Ἡ Ἀνάστασις κατόπιν διασκέψεως ἀπεφάσισε νὰ συμμετάσχῃ εἰς τὸν ἀγῶνα. Τὴν Πέμπτην ἐν τῷ Σταδίῳ τοῦ Ἡρακλέους θὰ διεξαχθοῦν αἱ προπονήσεις.	[153, 989, 288, 1186]
table-row	[301, 105, 418, 135]
cooperative-title: ΑΝΑΚΟΙΝΩΣΙΣ ΣΥΝΔΕΣΜΟΥ ΣΥΝΟΙΚΙΣΜΟΥ ΑΓΙΑΣ ΦΩΤΕΙΝΗΣ	[153, 1231, 288, 1303]
points: 10	[402, 136, 416, 150]
clinic-hours: εἰδικοῦ ἰατροῦ δέχεται 9—12 π.μ. καὶ 4—7 μ.μ.	[1152, 1224, 1413, 1237]
team: 9) Η.Ο. Τρόχοδος	[303, 259, 388, 288]
source-note: (Ἐκ τῆς Γ.Α.Ε.Μ.)	[753, 836, 844, 847]
header-rule	[9, 32, 1433, 35]
article-text: Κατόπιν τῆς ἀρνήσεως τῆς διοικήσεως ἡ ἀπεργία ἐκηρύχθη ἀπὸ τῆς πρωΐας. Αἱ ἐργασίαι τῆς φορτοεκφορτώσεως διεκόπησαν.	[573, 377, 844, 436]
swimmer-figure	[351, 535, 414, 761]
team: 8) Νέα Γενεά	[303, 243, 379, 257]
source-note: (Ἐκ τοῦ Γραφείου)	[1337, 1150, 1431, 1162]
article-title: Ὁ Ἔλεγχος	[460, 1891, 534, 1905]
article-text: Κατὰ τὸν χθεσινὸν συνάντησιν τῶν ὁμάδων Α' γυμνασίου καὶ Β' Γυμνασίου ἐνίκησεν ἡ πρώτη διὰ 12—8. Ὁ ἀγὼν διεξήχθη εἰς τὸ γήπεδον τῆς Σχολῆς.	[301, 1144, 418, 1311]
scores-table	[301, 105, 418, 288]
photo-caption: ΛΑΧΟΥΡΙΑΝ	[361, 744, 413, 754]
tyre-slogan: Τὰ καταλληλότερα ἐλαστικὰ διὰ τοὺς δρόμους μας	[301, 2151, 424, 2248]
article-text: ΚΟΖΑΝΗ, 21. (Τῆς ἀνταποκρίσεώς μας) — Συνελήφθησαν οἱ δύο ληστεύσαντες τὸν ἔμπορον εἰς τὴν ὁδὸν Σιατίστης. Οἱ δράσται ὡμολόγησαν τὴν πρᾶξιν των.	[431, 2055, 562, 2176]
list-item: ΜΟΝΤΕΡΝ.—Ἡ ἀγάπη μὲ τὸ καράβι.	[11, 1821, 141, 1847]
tender-title: ΔΙΕΥΘΥΝΣΙΣ ΠΡΩΙΑΣ ΠΡΟΚΗΡΥΞΙΣ ΔΗΜΟΠΡΑΣΙΑΣ	[870, 735, 1106, 764]
article-text: Οἱ Πόντιοι βουλευταὶ διαμαρτύρονται διὰ τὴν καθυστέρησιν τῆς ἀποζημιώσεως τῶν προσφύγων καὶ ζητοῦν ἀπὸ τὴν Κυβέρνησιν ἄμεσον ρύθμισιν τοῦ ζητήματος.	[431, 879, 562, 1030]
page-date: Σελίς 3—22 Μαρτίου	[16, 7, 182, 25]
team: 5) Α.Σ.Κ.	[303, 197, 353, 211]
tyre-address: ΥΠ)ΣΤΗΜΑ ΘΕΣΣΑΛΟΝΙΚΗΣ	[308, 2322, 411, 2350]
played: 7	[391, 159, 399, 173]
list-item	[573, 958, 844, 972]
article-title: Λόγοι τιμῆς	[1242, 307, 1323, 321]
played: 7	[391, 243, 399, 257]
played: 6	[391, 228, 399, 242]
table-row	[301, 135, 418, 151]
article-text: Τὸ πρωτάθλημα Βόλεϋ-Μπάλ μεταξὺ τῶν ὁμάδων τῶν ἐτοιμασθεὶς κατὰ τὸ πρόγραμμα τῆς ὀργανωτικῆς ἐπιτροπῆς θὰ διεξαχθῇ κατὰ τὰς προσεχεῖς ἡμέρας.	[153, 373, 288, 509]
column-7	[1134, 121, 1431, 1964]
played: 6	[391, 136, 399, 150]
column-rule	[294, 40, 295, 1964]
table-row	[301, 212, 418, 227]
tenders-row	[573, 731, 1123, 849]
rate: 375.12	[806, 918, 844, 930]
article-text: Ἡ ἀγορὰ τῶν σιτηρῶν παρουσίασε σταθερότητα. Αἱ τιμαὶ τῶν ἀλεύρων διατηροῦνται εἰς τὰ αὐτὰ ἐπίπεδα. Εἰσήχθησαν ἐκ τοῦ ἐξωτερικοῦ 300 τόνοι ἀλεύρου καὶ 150 τόνοι σίτου.	[573, 1078, 844, 1153]
ad-title: ΚΟΣΜΑ ΜΕΓΑΛΟΚΟΣΜΟΥ	[161, 1802, 280, 1831]
article-text: Παρὰ τῶν ἀρμοδίων ὀργάνων ἐγένετο ἔλεγχος τῶν ζυγῶν καὶ μέτρων εἰς τὰ καταστήματα τῆς ἀγορᾶς. Οἱ παραβάται θὰ διωχθοῦν.	[1134, 258, 1431, 302]
article-text: — Συνεχίσθητε, ἰσχύει. — Πράσινο... — Καὶ ἐλληνόφωνοι. — Ἀκόμη χάνου! Καὶ ἐκεῖνο τὸ καταπράσινον δάσος ἦτο ἡ ὀμορφιὰ τοῦ τόπου.	[11, 514, 141, 635]
ad-title: ΦΑΡΜΑΚΕΙΟΝ «ΑΤΘΟΝΕΣ»	[452, 2190, 541, 2218]
banner-title: ΑΠΟ ΗΜΕΡΑΣ ΕΙΣ ΗΜΕΡΑΝ	[665, 59, 1364, 109]
headline-sub: ΑΙ ΑΡΧΑΙ ΑΝΕΝΔΟΤΟΙ ΕΙΣ ΤΑ ΑΙΤΗΜΑΤΑ ΤΩΝ	[646, 142, 1050, 160]
article-title: Μπάσκετ Σχολῶν	[328, 1110, 391, 1138]
market-column	[853, 895, 1123, 1207]
women-title: Ο ΓΥΝΑΙΚΕΙΟΣ ΑΘΛΗΤΙΣΜΟΣ	[301, 445, 418, 487]
article-title: Αἱ ὁμολογίαι	[452, 394, 541, 407]
rate: 77.50	[812, 931, 844, 944]
section-heading: ΗΧ. Α. Ν.	[11, 922, 62, 934]
article-text: Ἡ Ἐθνικὴ Τράπεζα διεβίβασεν εἰς τὴν Ἐπιτροπὴν τὰς αἰτήσεις τῶν δικαιούχων πρὸς ἐξέτασιν.	[431, 749, 562, 839]
notices-title: ΕΝΔΙΑΦΕΡΟΥΣΑ ΕΙΔΟΠΟΙΗΣΙΣ	[18, 2122, 159, 2155]
article-text: Συνελήφθησαν ὑπὸ τῆς Ἀστυνομίας οἱ Α. Σκαφίδης, Μ. Παπαδημητρίου καὶ Ν. Λαζαρίδης διότι ἐπώλουν εἴδη ἄνευ ἀδείας.	[1134, 684, 1431, 728]
article-title: Ὁ Π. Α. Ο. Κ.	[172, 796, 269, 812]
exchange-title: ΧΡΗΜΑΤΙΣΤΗΡΙΟΝ ΘΕΣΝΙΚΗΣ	[613, 900, 804, 912]
article-text: Χθὲς τὴν πρωΐαν περὶ τοὺς 60 λιμενεργάτας μετέβησαν εἰς τὸ γραφεῖον τῆς διοικήσεως καὶ ἐζήτησαν αὔξησιν τῶν ἡμερομισθίων. Ἡ αἴτησις αὐτῶν δὲν ἐγένετο δεκτὴ καὶ κατόπιν τούτου ἀπεφάσισαν νὰ κηρύξουν ἀπεργίαν.	[573, 182, 844, 272]
sunrise: Ἀνατολὴ Ἡλίου 6 καὶ 23	[21, 153, 131, 180]
divider	[573, 723, 1123, 726]
currency: Λίρα Τουρκίας	[573, 999, 653, 1011]
list-item	[573, 1012, 844, 1026]
list-item	[573, 945, 844, 958]
water-title: ΟΙ ΥΔΡΟΝΟΜΟΙ ΑΝΑΚΟΙΝΩΘΕΝ ΔΙΟΙΚΗΣΕΩΣ	[302, 1325, 417, 1370]
played: 6	[391, 197, 399, 211]
list-item	[573, 931, 844, 945]
article-text: ΑΛΕΥΡΑ. Αἱ τιμαὶ εἶναι αἱ ἑξῆς: ἄλευρα ἐγχώρια 7.80 δρχ., ἄλευρα Ἀμερικῆς 8.20 δρχ. κατ' ὀκᾶν.	[573, 1158, 844, 1202]
source-note: (Ἐκ τῆς Γ.Α.Ε.Μ.)	[198, 1759, 288, 1771]
article-text: Εἰδοποιοῦνται ἅπαντα τὰ μέλη τοῦ σωματείου ὅπως προσέλθουν εἰς τὴν γενικὴν συνέλευσιν τὴν προσεχῆ Κυριακὴν καὶ ὥραν 10 π.μ. εἰς τὰ γραφεῖα τοῦ σωματείου. Ἡ παρουσία ὅλων κρίνεται ἀναγκαία.	[301, 1710, 418, 1907]
article-text: Ἡ Ἐθνικὴ Τράπεζα ἀνακοινοῖ ὅτι ἡ ἀνταλλαγὴ τῶν ὁμολογιῶν τῶν προσφύγων θὰ ἀρχίσῃ ἀπὸ τῆς 1ης Ἀπριλίου.	[431, 413, 562, 518]
signature: ΔΟΚΙΜΟΝ	[82, 641, 141, 653]
ad-owner: Κ. ΑΡΓΥΡΟΠΟΥΛΟΥ & ΣΙΑ	[438, 2221, 555, 2264]
currency: Λέβα	[573, 985, 600, 998]
rate: 365	[823, 999, 844, 1011]
table-row	[301, 181, 418, 196]
team: 1) Μ. Ἀλέξανδρος	[303, 105, 388, 134]
article-text: Ὁ Σύλλογος Φιλέκπαιδευτικῶν Ἀποφοίτων Γυμνασίου ἀνακοινοῖ ὅτι τὴν προσεχῆ Κυριακὴν θὰ ὁμιλήσῃ εἰς τὴν αἴθουσαν τοῦ συλλόγου ὁ κ. ἐπὶ τοῦ θέματος τῆς νεοελληνικῆς φιλολογίας.	[11, 734, 141, 916]
article-text: Κατηγορήθη ὁ προσφυγικὸς κηδεμόνας καὶ ἐδικάσθη ἀπὸ τὸ δικαστήριον. Ἡ ὑπόθεσις ἀφορᾷ τὴν κατανομὴν τῶν οἰκοπέδων εἰς τὸν συνοικισμὸν Τούμπας.	[431, 558, 562, 709]
list-item	[573, 918, 844, 931]
tyre-company: Α. Ε. ΑΥΤΟΚΙΝΗΤΩΝ	[307, 2288, 412, 2316]
article-text: Χθὲς τὸ ἑσπέρας εἰς τὰ γραφεῖα τῆς Ποδοσφαιρικῆς Ἑνώσεως συνεδρίασεν τὸ συμβούλιον, ὅπως ρυθμίσῃ τὰ τῶν προσεχῶν ἀγώνων τοῦ πρωταθλήματος. Ἡ Δευτέρα ἐκρίθη κατάλληλος.	[153, 515, 288, 681]
